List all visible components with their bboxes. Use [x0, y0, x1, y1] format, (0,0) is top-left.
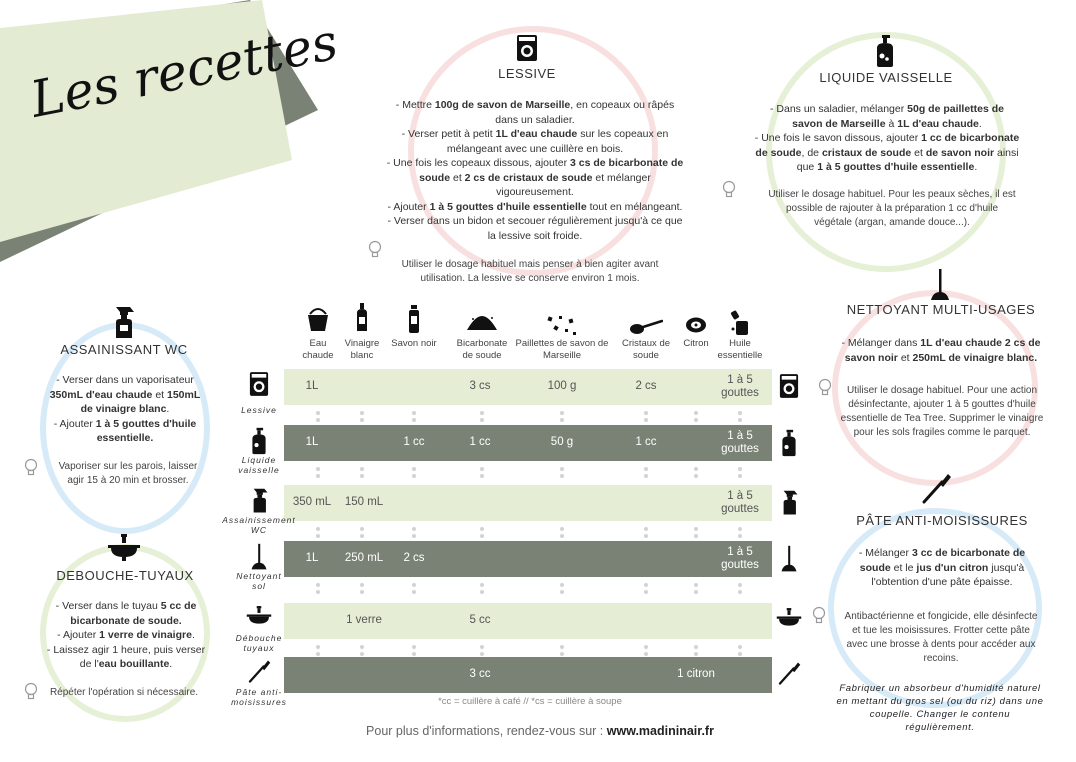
- connector-dot: [480, 411, 484, 415]
- footer: [260, 724, 820, 738]
- lightbulb-icon: [24, 682, 38, 700]
- connector-dot: [360, 411, 364, 415]
- toothbrush-icon: [920, 472, 952, 504]
- connector-dot: [738, 527, 742, 531]
- text-line: - Mélanger 3 cc de bicarbonate de: [858, 547, 1026, 559]
- connector-dot: [412, 645, 416, 649]
- footer-link[interactable]: www.madininair.fr: [606, 724, 714, 738]
- connector-dot: [644, 474, 648, 478]
- connector-dot: [360, 534, 364, 538]
- connector-dot: [316, 467, 320, 471]
- connector-dot: [412, 527, 416, 531]
- row-label: Liquide vaisselle: [238, 455, 280, 475]
- connector-dot: [316, 590, 320, 594]
- connector-dot: [644, 527, 648, 531]
- spray-bottle-icon: [110, 306, 136, 340]
- text-line: possible de rajouter à la préparation 1 cc d'huile: [785, 203, 999, 214]
- connector-dot: [560, 527, 564, 531]
- connector-dot: [316, 645, 320, 649]
- column-header: Eau chaude: [302, 338, 334, 361]
- row-label: Assainissement WC: [222, 515, 296, 535]
- text-line: - Une fois le savon dissous, ajouter 1 cc de bicarbonate: [754, 132, 1020, 144]
- table-cell: 100 g: [547, 380, 577, 392]
- text-line: pour les sols fragiles comme le parquet.: [853, 427, 1031, 438]
- text-line: - Verser petit à petit 1L d'eau chaude sur les copeaux en: [401, 128, 669, 140]
- footer-text: Pour plus d'informations, rendez-vous sur :: [366, 724, 607, 738]
- sink-icon: [246, 605, 272, 632]
- column-header: Savon noir: [391, 338, 437, 349]
- lessive-tip: [370, 258, 690, 286]
- table-cell: 1 cc: [635, 436, 657, 448]
- text-line: - Une fois les copeaux dissous, ajouter 3 cs de bicarbonate de: [386, 157, 684, 169]
- connector-dot: [644, 411, 648, 415]
- connector-dot: [738, 418, 742, 422]
- soap-bottle-icon: [407, 304, 421, 339]
- text-line: - Ajouter 1 verre de vinaigre.: [57, 629, 195, 641]
- connector-dot: [738, 474, 742, 478]
- text-line: mélangeant avec une cuillère en bois.: [446, 142, 624, 155]
- connector-dot: [738, 467, 742, 471]
- row-label: Lessive: [241, 405, 277, 415]
- connector-dot: [644, 467, 648, 471]
- table-cell: 1L: [305, 380, 319, 392]
- table-cell: 3 cc: [469, 668, 491, 680]
- connector-dot: [412, 583, 416, 587]
- row-label: Pâte anti- moisissures: [231, 687, 287, 707]
- text-line: essentielle de Tea Tree. Supprimer le vinaigre: [840, 413, 1044, 424]
- connector-dot: [694, 418, 698, 422]
- lessive-body: [352, 98, 718, 243]
- connector-dot: [560, 418, 564, 422]
- connector-dot: [694, 583, 698, 587]
- connector-dot: [644, 590, 648, 594]
- lightbulb-icon: [368, 240, 382, 258]
- connector-dot: [560, 411, 564, 415]
- table-cell: 2 cs: [403, 552, 425, 564]
- table-cell: 2 cs: [635, 380, 657, 392]
- text-line: que 1 à 5 gouttes d'huile essentielle.: [796, 161, 978, 173]
- connector-dot: [560, 467, 564, 471]
- connector-dot: [316, 652, 320, 656]
- text-line: - Mélanger dans 1L d'eau chaude 2 cs de: [841, 337, 1041, 349]
- washing-machine-icon: [779, 373, 799, 404]
- toothbrush-icon: [777, 661, 801, 690]
- connector-dot: [560, 590, 564, 594]
- text-line: - Verser dans le tuyau 5 cc de: [55, 600, 197, 612]
- connector-dot: [412, 534, 416, 538]
- sink-icon: [776, 607, 802, 634]
- vinegar-bottle-icon: [355, 302, 369, 337]
- vaisselle-tip: [736, 188, 1048, 230]
- text-line: de vinaigre blanc.: [80, 403, 170, 415]
- pate-title: PÂTE ANTI-MOISISSURES: [856, 513, 1028, 528]
- connector-dot: [694, 534, 698, 538]
- toothbrush-icon: [247, 659, 271, 688]
- connector-dot: [360, 590, 364, 594]
- sink-icon: [107, 533, 141, 561]
- text-line: désinfectante, ajouter 1 à 5 gouttes d'huile: [848, 399, 1036, 410]
- text-line: savon noir et 250mL de vinaigre blanc.: [844, 351, 1038, 364]
- connector-dot: [412, 418, 416, 422]
- table-cell: 1L: [305, 552, 319, 564]
- connector-dot: [694, 467, 698, 471]
- connector-dot: [412, 411, 416, 415]
- dish-soap-icon: [779, 429, 799, 462]
- connector-dot: [644, 418, 648, 422]
- connector-dot: [560, 583, 564, 587]
- connector-dot: [480, 652, 484, 656]
- mop-icon: [928, 268, 952, 302]
- table-cell: 1 à 5 gouttes: [721, 546, 759, 571]
- column-header: Citron: [683, 338, 709, 349]
- text-line: avec une brosse à dents pour accéder aux: [846, 639, 1036, 650]
- text-line: et tue les moisissures. Frotter cette pâte: [852, 625, 1030, 636]
- connector-dot: [480, 645, 484, 649]
- connector-dot: [480, 590, 484, 594]
- text-line: régulièrement.: [905, 722, 975, 733]
- connector-dot: [412, 474, 416, 478]
- connector-dot: [560, 474, 564, 478]
- connector-dot: [360, 527, 364, 531]
- wc-tip: [40, 460, 216, 488]
- pate-body: [830, 546, 1054, 590]
- text-line: utilisation. La lessive se conserve environ 1 mois.: [420, 273, 640, 284]
- connector-dot: [360, 418, 364, 422]
- debouche-tip: [40, 686, 208, 700]
- connector-dot: [738, 590, 742, 594]
- connector-dot: [360, 467, 364, 471]
- table-cell: 1 cc: [469, 436, 491, 448]
- text-line: Vaporiser sur les parois, laisser: [58, 461, 198, 472]
- pate-note: [822, 682, 1058, 734]
- dish-soap-icon: [873, 34, 897, 68]
- spray-bottle-icon: [779, 489, 799, 522]
- connector-dot: [644, 583, 648, 587]
- connector-dot: [738, 645, 742, 649]
- connector-dot: [412, 467, 416, 471]
- text-line: - Mettre 100g de savon de Marseille, en copeaux ou râpés: [395, 99, 675, 111]
- connector-dot: [694, 411, 698, 415]
- table-cell: 150 mL: [344, 496, 384, 508]
- text-line: 350mL d'eau chaude et 150mL: [49, 388, 201, 401]
- text-line: de l'eau bouillante.: [79, 658, 173, 670]
- connector-dot: [480, 418, 484, 422]
- table-cell: 1L: [305, 436, 319, 448]
- text-line: - Verser dans un bidon et secouer régulièrement jusqu'à ce que: [387, 215, 683, 227]
- text-line: soude et 2 cs de cristaux de soude et mélanger: [419, 171, 651, 184]
- table-cell: 1 verre: [346, 614, 382, 626]
- connector-dot: [644, 645, 648, 649]
- table-cell: 1 cc: [403, 436, 425, 448]
- table-cell: 3 cs: [469, 380, 491, 392]
- pate-tip: [826, 610, 1056, 666]
- text-line: végétale (argan, amande douce...).: [814, 217, 970, 228]
- ring-pate: [828, 508, 1042, 708]
- connector-dot: [360, 474, 364, 478]
- connector-dot: [738, 534, 742, 538]
- dropper-bottle-icon: [730, 310, 750, 341]
- nettoyant-body: [826, 336, 1056, 365]
- text-line: de soude, de cristaux de soude et de savon noir ainsi: [755, 146, 1019, 159]
- table-cell: 50 g: [550, 436, 574, 448]
- text-line: bicarbonate de soude.: [70, 614, 182, 627]
- nettoyant-tip: [830, 384, 1054, 440]
- connector-dot: [560, 652, 564, 656]
- lightbulb-icon: [812, 606, 826, 624]
- connector-dot: [738, 583, 742, 587]
- lightbulb-icon: [24, 458, 38, 476]
- text-line: soude et le jus d'un citron jusqu'à: [859, 561, 1025, 574]
- row-label: Débouche tuyaux: [235, 633, 283, 653]
- wc-title: ASSAINISSANT WC: [60, 342, 188, 357]
- washing-machine-icon: [249, 371, 269, 402]
- connector-dot: [694, 652, 698, 656]
- table-cell: 250 mL: [344, 552, 384, 564]
- debouche-title: DEBOUCHE-TUYAUX: [56, 568, 194, 583]
- text-line: - Verser dans un vaporisateur: [56, 374, 194, 386]
- connector-dot: [480, 534, 484, 538]
- vaisselle-body: [726, 102, 1048, 175]
- column-header: Vinaigre blanc: [344, 338, 380, 361]
- mop-icon: [779, 545, 799, 578]
- connector-dot: [644, 534, 648, 538]
- connector-dot: [412, 652, 416, 656]
- text-line: Antibactérienne et fongicide, elle désinfecte: [844, 611, 1038, 622]
- text-line: la lessive soit froide.: [487, 229, 583, 242]
- connector-dot: [694, 527, 698, 531]
- text-line: coupelle. Changer le contenu: [869, 709, 1011, 720]
- connector-dot: [316, 474, 320, 478]
- table-cell: 350 mL: [292, 496, 332, 508]
- wc-body: [22, 373, 228, 446]
- text-line: essentielle.: [96, 432, 154, 444]
- table-cell: 1 à 5 gouttes: [721, 430, 759, 455]
- text-line: agir 15 à 20 min et brosser.: [67, 475, 189, 486]
- connector-dot: [738, 652, 742, 656]
- connector-dot: [360, 645, 364, 649]
- text-line: - Ajouter 1 à 5 gouttes d'huile essentielle tout en mélangeant.: [387, 200, 683, 213]
- text-line: Utiliser le dosage habituel. Pour une action: [846, 385, 1038, 396]
- text-line: - Ajouter 1 à 5 gouttes d'huile: [53, 417, 197, 430]
- nettoyant-title: NETTOYANT MULTI-USAGES: [846, 302, 1036, 317]
- text-line: Fabriquer un absorbeur d'humidité naturel: [839, 683, 1041, 694]
- connector-dot: [316, 418, 320, 422]
- text-line: Répéter l'opération si nécessaire.: [49, 687, 199, 698]
- washing-machine-icon: [516, 34, 538, 62]
- table-cell: 5 cc: [469, 614, 491, 626]
- connector-dot: [316, 411, 320, 415]
- lightbulb-icon: [722, 180, 736, 198]
- column-header: Cristaux de soude: [621, 338, 671, 361]
- lemon-icon: [685, 316, 707, 339]
- connector-dot: [738, 411, 742, 415]
- text-line: - Dans un saladier, mélanger 50g de paillettes de: [769, 103, 1005, 115]
- connector-dot: [560, 534, 564, 538]
- connector-dot: [316, 534, 320, 538]
- table-cell: 1 à 5 gouttes: [721, 374, 759, 399]
- row-label: Nettoyant sol: [236, 571, 282, 591]
- text-line: Utiliser le dosage habituel mais penser à bien agiter avant: [401, 259, 659, 270]
- lessive-title: LESSIVE: [498, 66, 556, 81]
- text-line: Utiliser le dosage habituel. Pour les peaux sèches, il est: [768, 189, 1016, 200]
- page-title: Les recettes: [26, 12, 343, 129]
- column-header: Huile essentielle: [717, 338, 763, 361]
- table-cell: 1 citron: [677, 668, 715, 680]
- text-line: savon de Marseille à 1L d'eau chaude.: [792, 117, 982, 130]
- connector-dot: [316, 583, 320, 587]
- powder-pile-icon: [465, 312, 499, 337]
- text-line: - Laissez agir 1 heure, puis verser: [46, 643, 206, 656]
- connector-dot: [560, 645, 564, 649]
- connector-dot: [360, 583, 364, 587]
- connector-dot: [480, 583, 484, 587]
- connector-dot: [644, 652, 648, 656]
- bucket-icon: [306, 306, 330, 337]
- text-line: en mettant du gros sel (ou du riz) dans une: [836, 696, 1044, 707]
- text-line: vigoureusement.: [496, 186, 574, 198]
- table-cell: 1 à 5 gouttes: [721, 490, 759, 515]
- connector-dot: [694, 645, 698, 649]
- text-line: recoins.: [923, 653, 959, 664]
- connector-dot: [694, 474, 698, 478]
- column-header: Bicarbonate de soude: [456, 338, 508, 361]
- vaisselle-title: LIQUIDE VAISSELLE: [819, 70, 953, 85]
- table-footnote: *cc = cuillère à café // *cs = cuillère à soupe: [438, 696, 622, 707]
- text-line: dans un saladier.: [495, 113, 575, 126]
- connector-dot: [480, 474, 484, 478]
- connector-dot: [480, 527, 484, 531]
- connector-dot: [480, 467, 484, 471]
- connector-dot: [360, 652, 364, 656]
- connector-dot: [694, 590, 698, 594]
- debouche-body: [24, 599, 228, 672]
- connector-dot: [316, 527, 320, 531]
- text-line: l'obtention d'une pâte épaisse.: [871, 576, 1013, 588]
- connector-dot: [412, 590, 416, 594]
- column-header: Paillettes de savon de Marseille: [515, 338, 609, 361]
